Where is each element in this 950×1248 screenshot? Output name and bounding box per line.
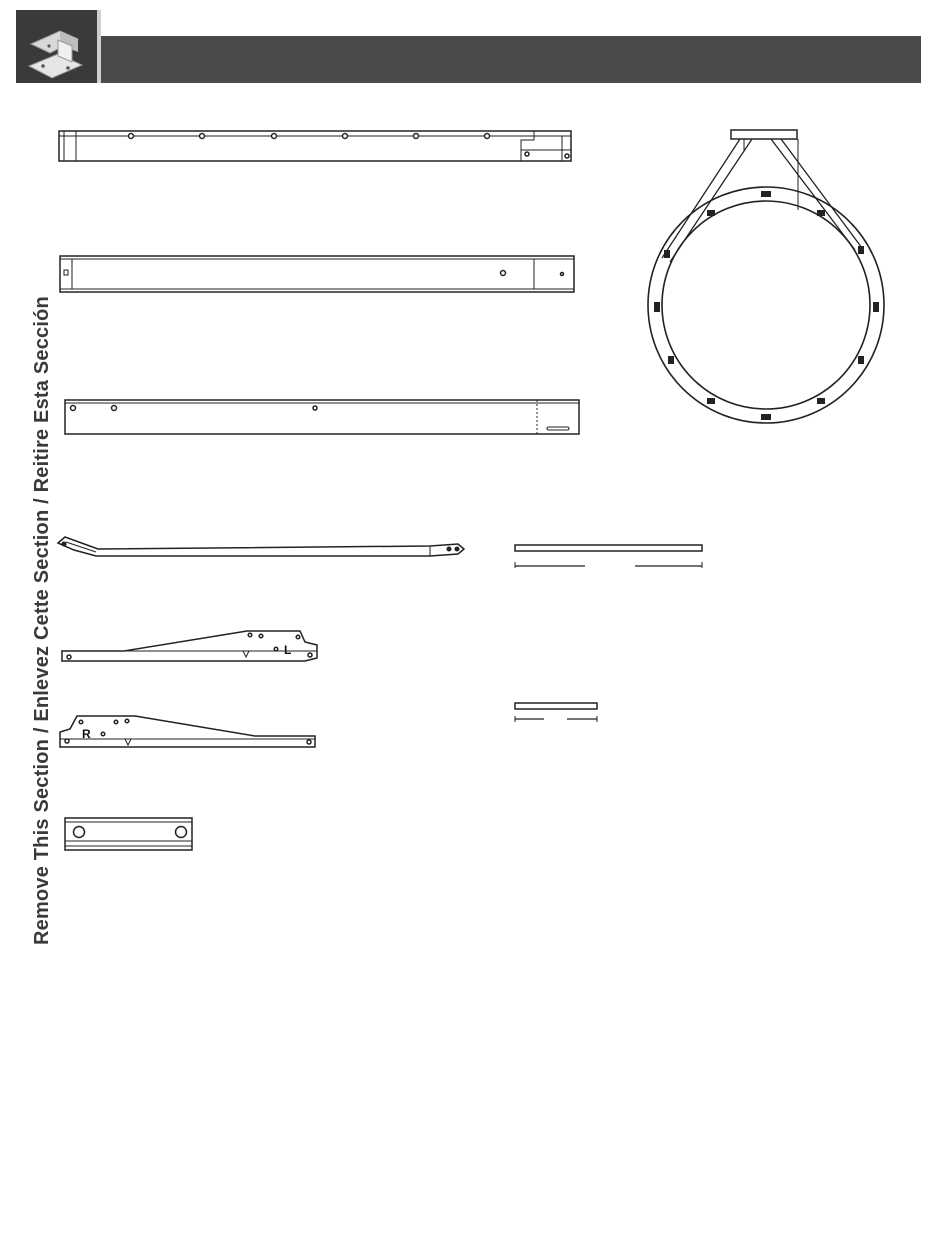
remove-section-note: Remove This Section / Enlevez Cette Section / Reitire Esta Sección (31, 296, 53, 945)
channel-block-part-7 (65, 818, 192, 850)
flat-bar-part-2 (60, 256, 574, 292)
rim-assembly-part-10 (648, 130, 884, 423)
right-bracket-part-6 (60, 716, 315, 747)
left-bracket-label: L (284, 643, 292, 657)
tapered-arm-part-4 (58, 537, 464, 556)
channel-part-1 (59, 131, 571, 161)
right-bracket-label: R (82, 727, 91, 741)
rod-part-8 (515, 545, 702, 568)
rod-part-9 (515, 703, 597, 722)
flat-bar-part-3 (65, 400, 579, 434)
left-bracket-part-5 (62, 631, 317, 661)
